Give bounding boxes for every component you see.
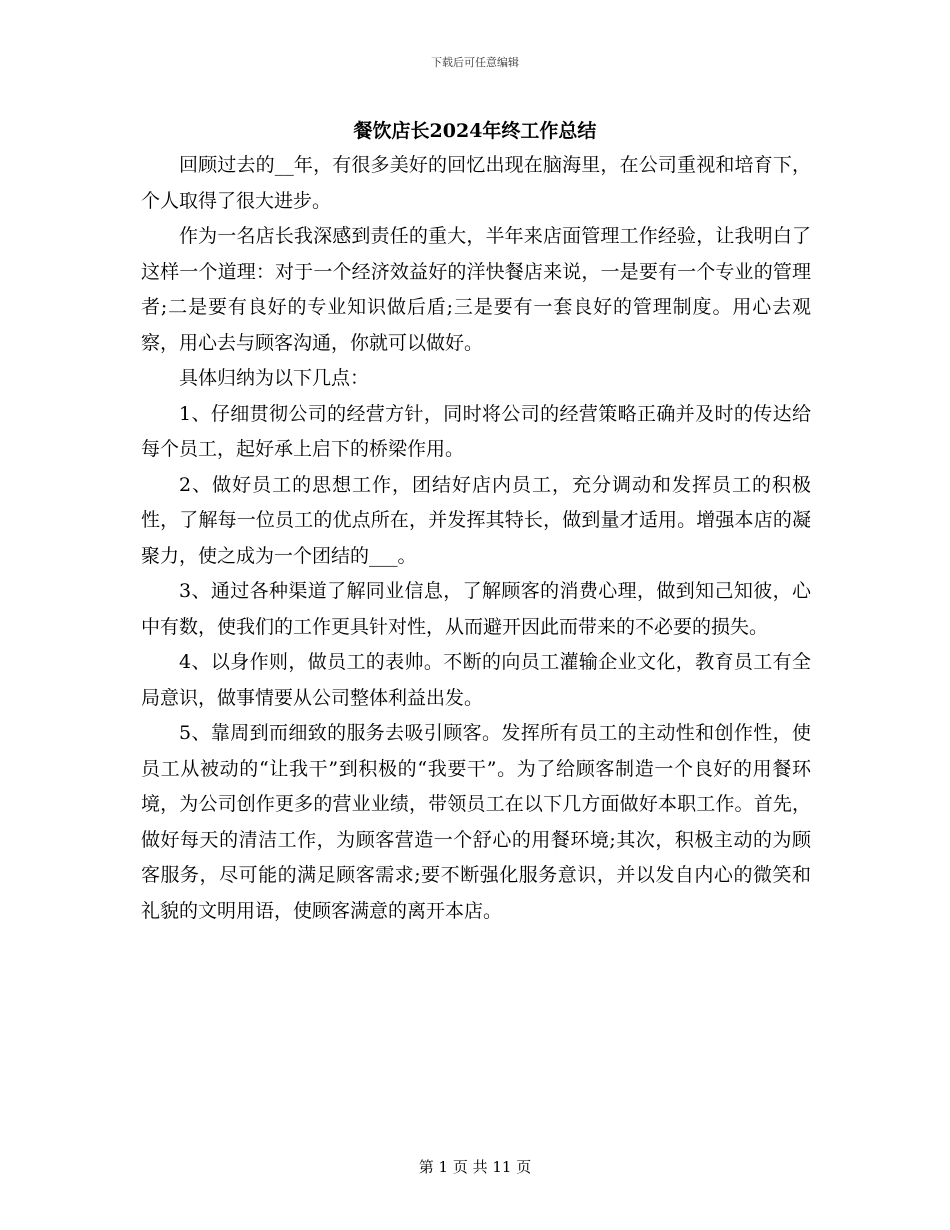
- document-title: 餐饮店长2024年终工作总结: [353, 120, 597, 142]
- paragraph-point-5: 5、靠周到而细致的服务去吸引顾客。发挥所有员工的主动性和创作性，使员工从被动的“让我干”到积极的“我要干”。为了给顾客制造一个良好的用餐环境，为公司创作更多的营业业绩，带领员工在以下几方面做好本职工作。首先，做好每天的清洁工作，为顾客营造一个舒心的用餐环境;其次，积极主动的为顾客服务，尽可能的满足顾客需求;要不断强化服务意识，并以发自内心的微笑和礼貌的文明用语，使顾客满意的离开本店。: [141, 722, 811, 922]
- download-note: 下载后可任意编辑: [431, 56, 519, 69]
- document-body: [141, 148, 811, 929]
- paragraph-intro: 回顾过去的__年，有很多美好的回忆出现在脑海里，在公司重视和培育下，个人取得了很大进步。: [141, 154, 811, 212]
- paragraph-point-4: 4、以身作则，做员工的表帅。不断的向员工灌输企业文化，教育员工有全局意识，做事情要从公司整体利益出发。: [141, 651, 811, 709]
- page-number-footer: 第 1 页 共 11 页: [418, 1158, 532, 1176]
- paragraph-point-3: 3、通过各种渠道了解同业信息，了解顾客的消费心理，做到知己知彼，心中有数，使我们的工作更具针对性，从而避开因此而带来的不必要的损失。: [141, 580, 811, 638]
- paragraph-experience: 作为一名店长我深感到责任的重大，半年来店面管理工作经验，让我明白了这样一个道理：对于一个经济效益好的洋快餐店来说，一是要有一个专业的管理者;二是要有良好的专业知识做后盾;三是要有一套良好的管理制度。用心去观察，用心去与顾客沟通，你就可以做好。: [141, 225, 811, 354]
- paragraph-summary-lead: 具体归纳为以下几点：: [179, 367, 370, 389]
- paragraph-point-1: 1、仔细贯彻公司的经营方针，同时将公司的经营策略正确并及时的传达给每个员工，起好承上启下的桥梁作用。: [141, 402, 811, 460]
- paragraph-point-2: 2、做好员工的思想工作，团结好店内员工，充分调动和发挥员工的积极性，了解每一位员工的优点所在，并发挥其特长，做到量才适用。增强本店的凝聚力，使之成为一个团结的___。: [141, 473, 811, 567]
